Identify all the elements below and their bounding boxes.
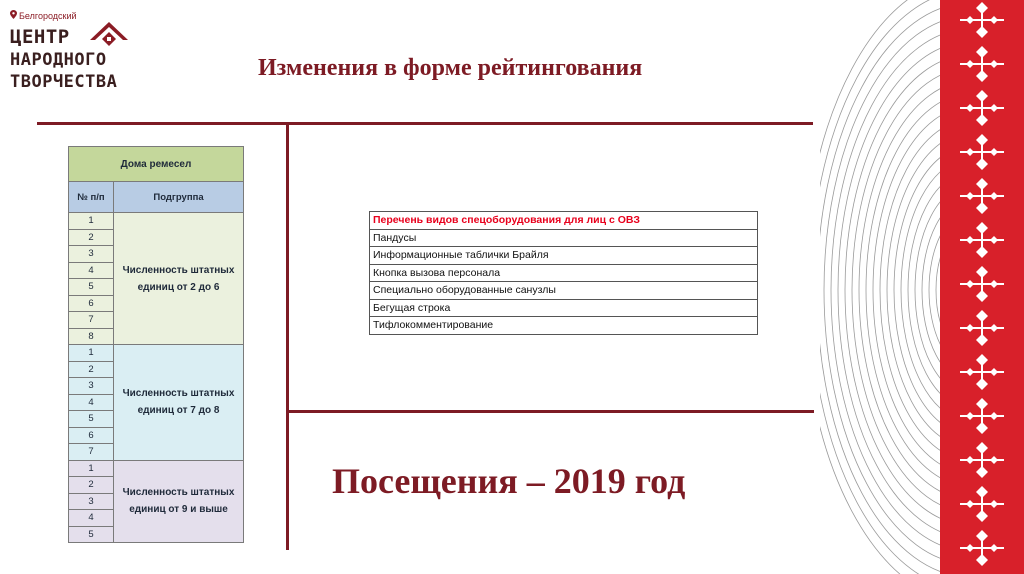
row-number: 8 (69, 328, 114, 345)
ornament-stripe (940, 0, 1024, 574)
row-number: 2 (69, 361, 114, 378)
row-number: 4 (69, 394, 114, 411)
divider-vertical (286, 124, 289, 550)
row-number: 4 (69, 262, 114, 279)
location-pin-icon (10, 10, 17, 19)
equipment-table (369, 211, 758, 335)
logo-line-1: ЦЕНТР (10, 26, 70, 48)
row-number: 7 (69, 312, 114, 329)
page-title: Изменения в форме рейтингования (258, 55, 643, 81)
crafts-houses-table (68, 146, 244, 543)
row-number: 6 (69, 295, 114, 312)
row-number: 1 (69, 345, 114, 362)
row-number: 3 (69, 378, 114, 395)
logo-line-2: НАРОДНОГО (10, 50, 107, 70)
equipment-row: Информационные таблички Брайля (370, 247, 758, 265)
equipment-row: Специально оборудованные санузлы (370, 282, 758, 300)
row-number: 3 (69, 246, 114, 263)
row-number: 3 (69, 493, 114, 510)
table-header: Дома ремесел (69, 147, 244, 182)
logo (10, 10, 150, 100)
row-number: 2 (69, 477, 114, 494)
subgroup-label: Численность штатных единиц от 9 и выше (114, 460, 244, 543)
row-number: 5 (69, 411, 114, 428)
row-number: 5 (69, 279, 114, 296)
row-number: 1 (69, 460, 114, 477)
column-header-number: № п/п (69, 182, 114, 213)
row-number: 6 (69, 427, 114, 444)
equipment-row: Пандусы (370, 229, 758, 247)
divider-top (37, 122, 813, 125)
equipment-row: Кнопка вызова персонала (370, 264, 758, 282)
subgroup-label: Численность штатных единиц от 2 до 6 (114, 213, 244, 345)
row-number: 1 (69, 213, 114, 230)
logo-line-3: ТВОРЧЕСТВА (10, 72, 118, 92)
column-header-subgroup: Подгруппа (114, 182, 244, 213)
ornament-logo-icon (88, 20, 130, 50)
divider-middle (286, 410, 814, 413)
logo-region-text: Белгородский (19, 11, 77, 21)
subgroup-label: Численность штатных единиц от 7 до 8 (114, 345, 244, 461)
equipment-row: Тифлокомментирование (370, 317, 758, 335)
equipment-table-header: Перечень видов спецоборудования для лиц с ОВЗ (370, 212, 758, 230)
row-number: 5 (69, 526, 114, 543)
equipment-row: Бегущая строка (370, 299, 758, 317)
visits-heading: Посещения – 2019 год (332, 461, 686, 501)
decorative-rings (820, 0, 940, 574)
row-number: 2 (69, 229, 114, 246)
row-number: 7 (69, 444, 114, 461)
row-number: 4 (69, 510, 114, 527)
logo-region (10, 10, 77, 21)
